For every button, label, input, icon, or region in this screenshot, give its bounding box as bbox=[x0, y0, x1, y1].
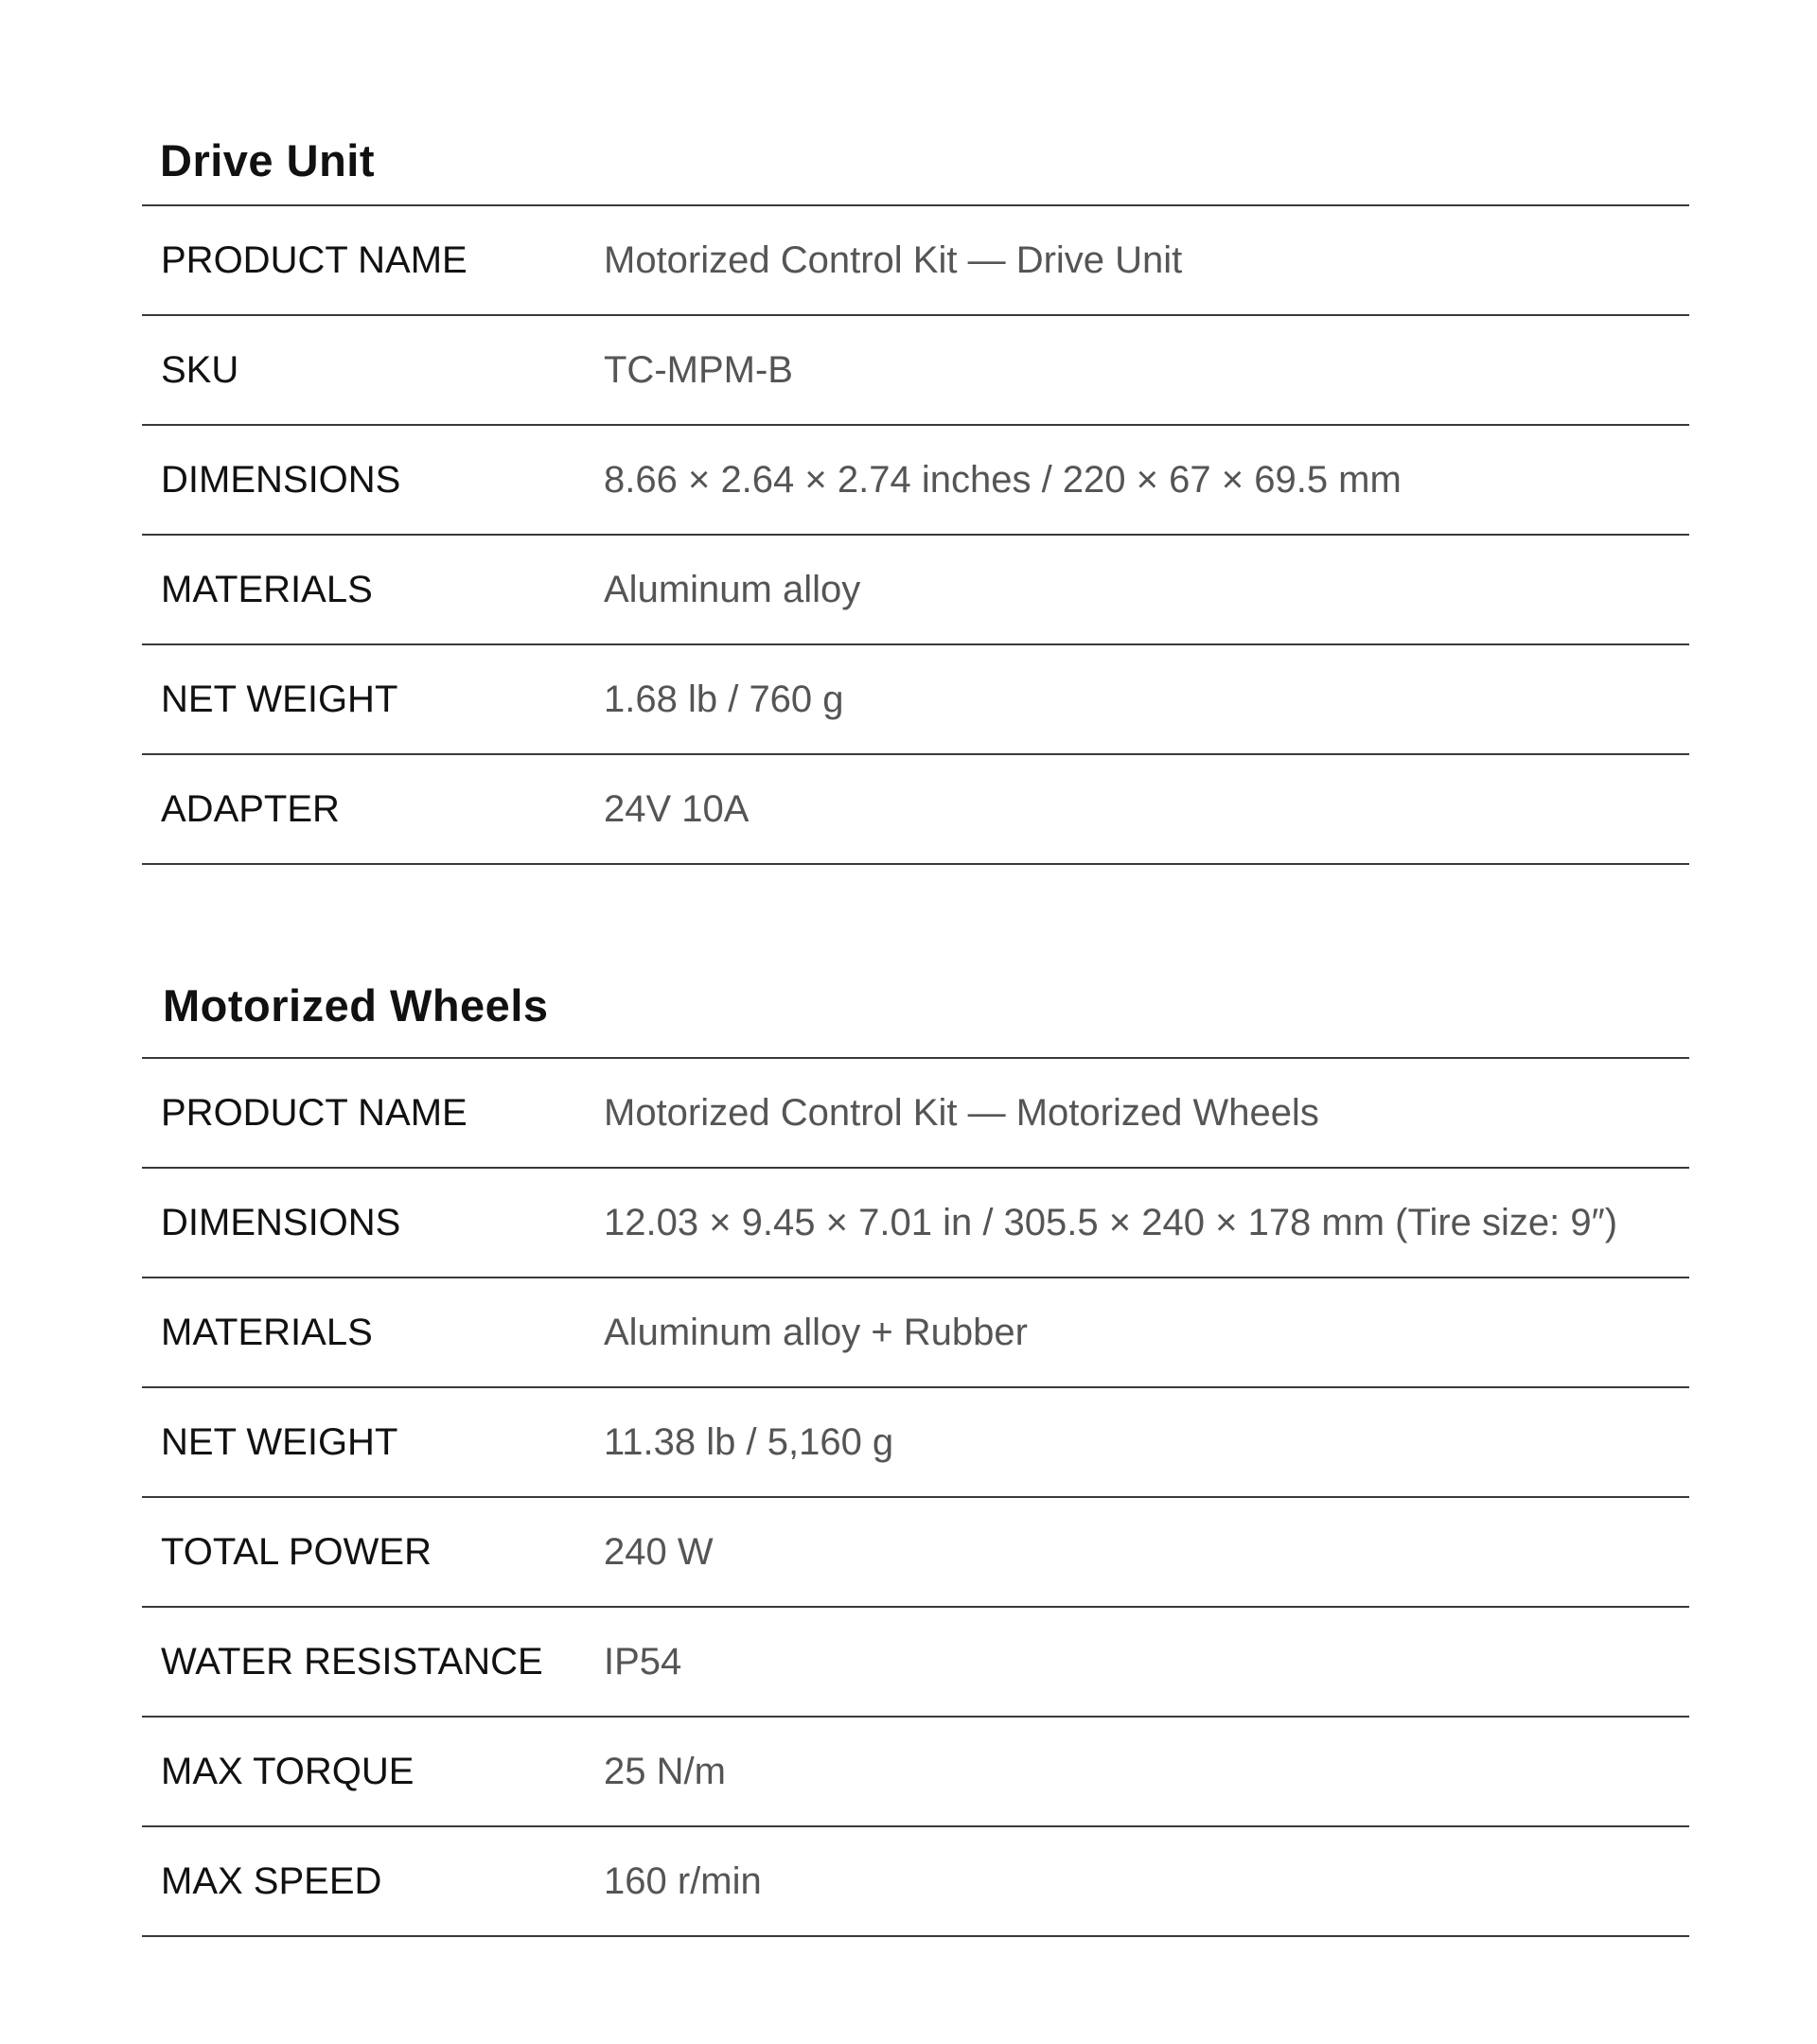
spec-label: MAX TORQUE bbox=[161, 1750, 415, 1792]
spec-row bbox=[142, 206, 1689, 316]
spec-label: MATERIALS bbox=[161, 568, 373, 610]
spec-row bbox=[142, 1718, 1689, 1827]
spec-label: DIMENSIONS bbox=[161, 458, 401, 501]
spec-row bbox=[142, 645, 1689, 755]
spec-row bbox=[142, 426, 1689, 536]
spec-value: 1.68 lb / 760 g bbox=[604, 678, 844, 720]
spec-label: NET WEIGHT bbox=[161, 678, 398, 720]
spec-value: 11.38 lb / 5,160 g bbox=[604, 1420, 894, 1463]
spec-row bbox=[142, 536, 1689, 645]
spec-value: Motorized Control Kit — Drive Unit bbox=[604, 238, 1183, 281]
spec-value: Aluminum alloy + Rubber bbox=[604, 1311, 1028, 1353]
spec-label: DIMENSIONS bbox=[161, 1201, 401, 1243]
spec-label: WATER RESISTANCE bbox=[161, 1640, 543, 1683]
spec-value: 12.03 × 9.45 × 7.01 in / 305.5 × 240 × 178 mm (Tire size: 9″) bbox=[604, 1201, 1618, 1243]
spec-row bbox=[142, 1498, 1689, 1608]
spec-label: MATERIALS bbox=[161, 1311, 373, 1353]
section-title: Motorized Wheels bbox=[142, 978, 1689, 1059]
spec-value: 160 r/min bbox=[604, 1859, 762, 1902]
motorized-wheels-section bbox=[142, 978, 1689, 1937]
spec-row bbox=[142, 1388, 1689, 1498]
spec-value: IP54 bbox=[604, 1640, 682, 1683]
spec-row bbox=[142, 1278, 1689, 1388]
spec-value: 25 N/m bbox=[604, 1750, 726, 1792]
spec-label: PRODUCT NAME bbox=[161, 238, 467, 281]
section-title: Drive Unit bbox=[142, 132, 1689, 206]
spec-label: TOTAL POWER bbox=[161, 1530, 432, 1573]
spec-row bbox=[142, 1169, 1689, 1278]
spec-row bbox=[142, 1059, 1689, 1169]
spec-row bbox=[142, 1608, 1689, 1718]
spec-value: 24V 10A bbox=[604, 787, 750, 830]
spec-label: MAX SPEED bbox=[161, 1859, 382, 1902]
spec-label: SKU bbox=[161, 348, 239, 391]
spec-value: Aluminum alloy bbox=[604, 568, 861, 610]
spec-label: ADAPTER bbox=[161, 787, 340, 830]
spec-row bbox=[142, 755, 1689, 865]
spec-value: 8.66 × 2.64 × 2.74 inches / 220 × 67 × 69.5 mm bbox=[604, 458, 1402, 501]
spec-row bbox=[142, 1827, 1689, 1937]
spec-value: TC-MPM-B bbox=[604, 348, 793, 391]
spec-value: Motorized Control Kit — Motorized Wheels bbox=[604, 1091, 1319, 1134]
spec-value: 240 W bbox=[604, 1530, 714, 1573]
spec-label: PRODUCT NAME bbox=[161, 1091, 467, 1134]
spec-label: NET WEIGHT bbox=[161, 1420, 398, 1463]
spec-row bbox=[142, 316, 1689, 426]
drive-unit-section bbox=[142, 132, 1689, 865]
